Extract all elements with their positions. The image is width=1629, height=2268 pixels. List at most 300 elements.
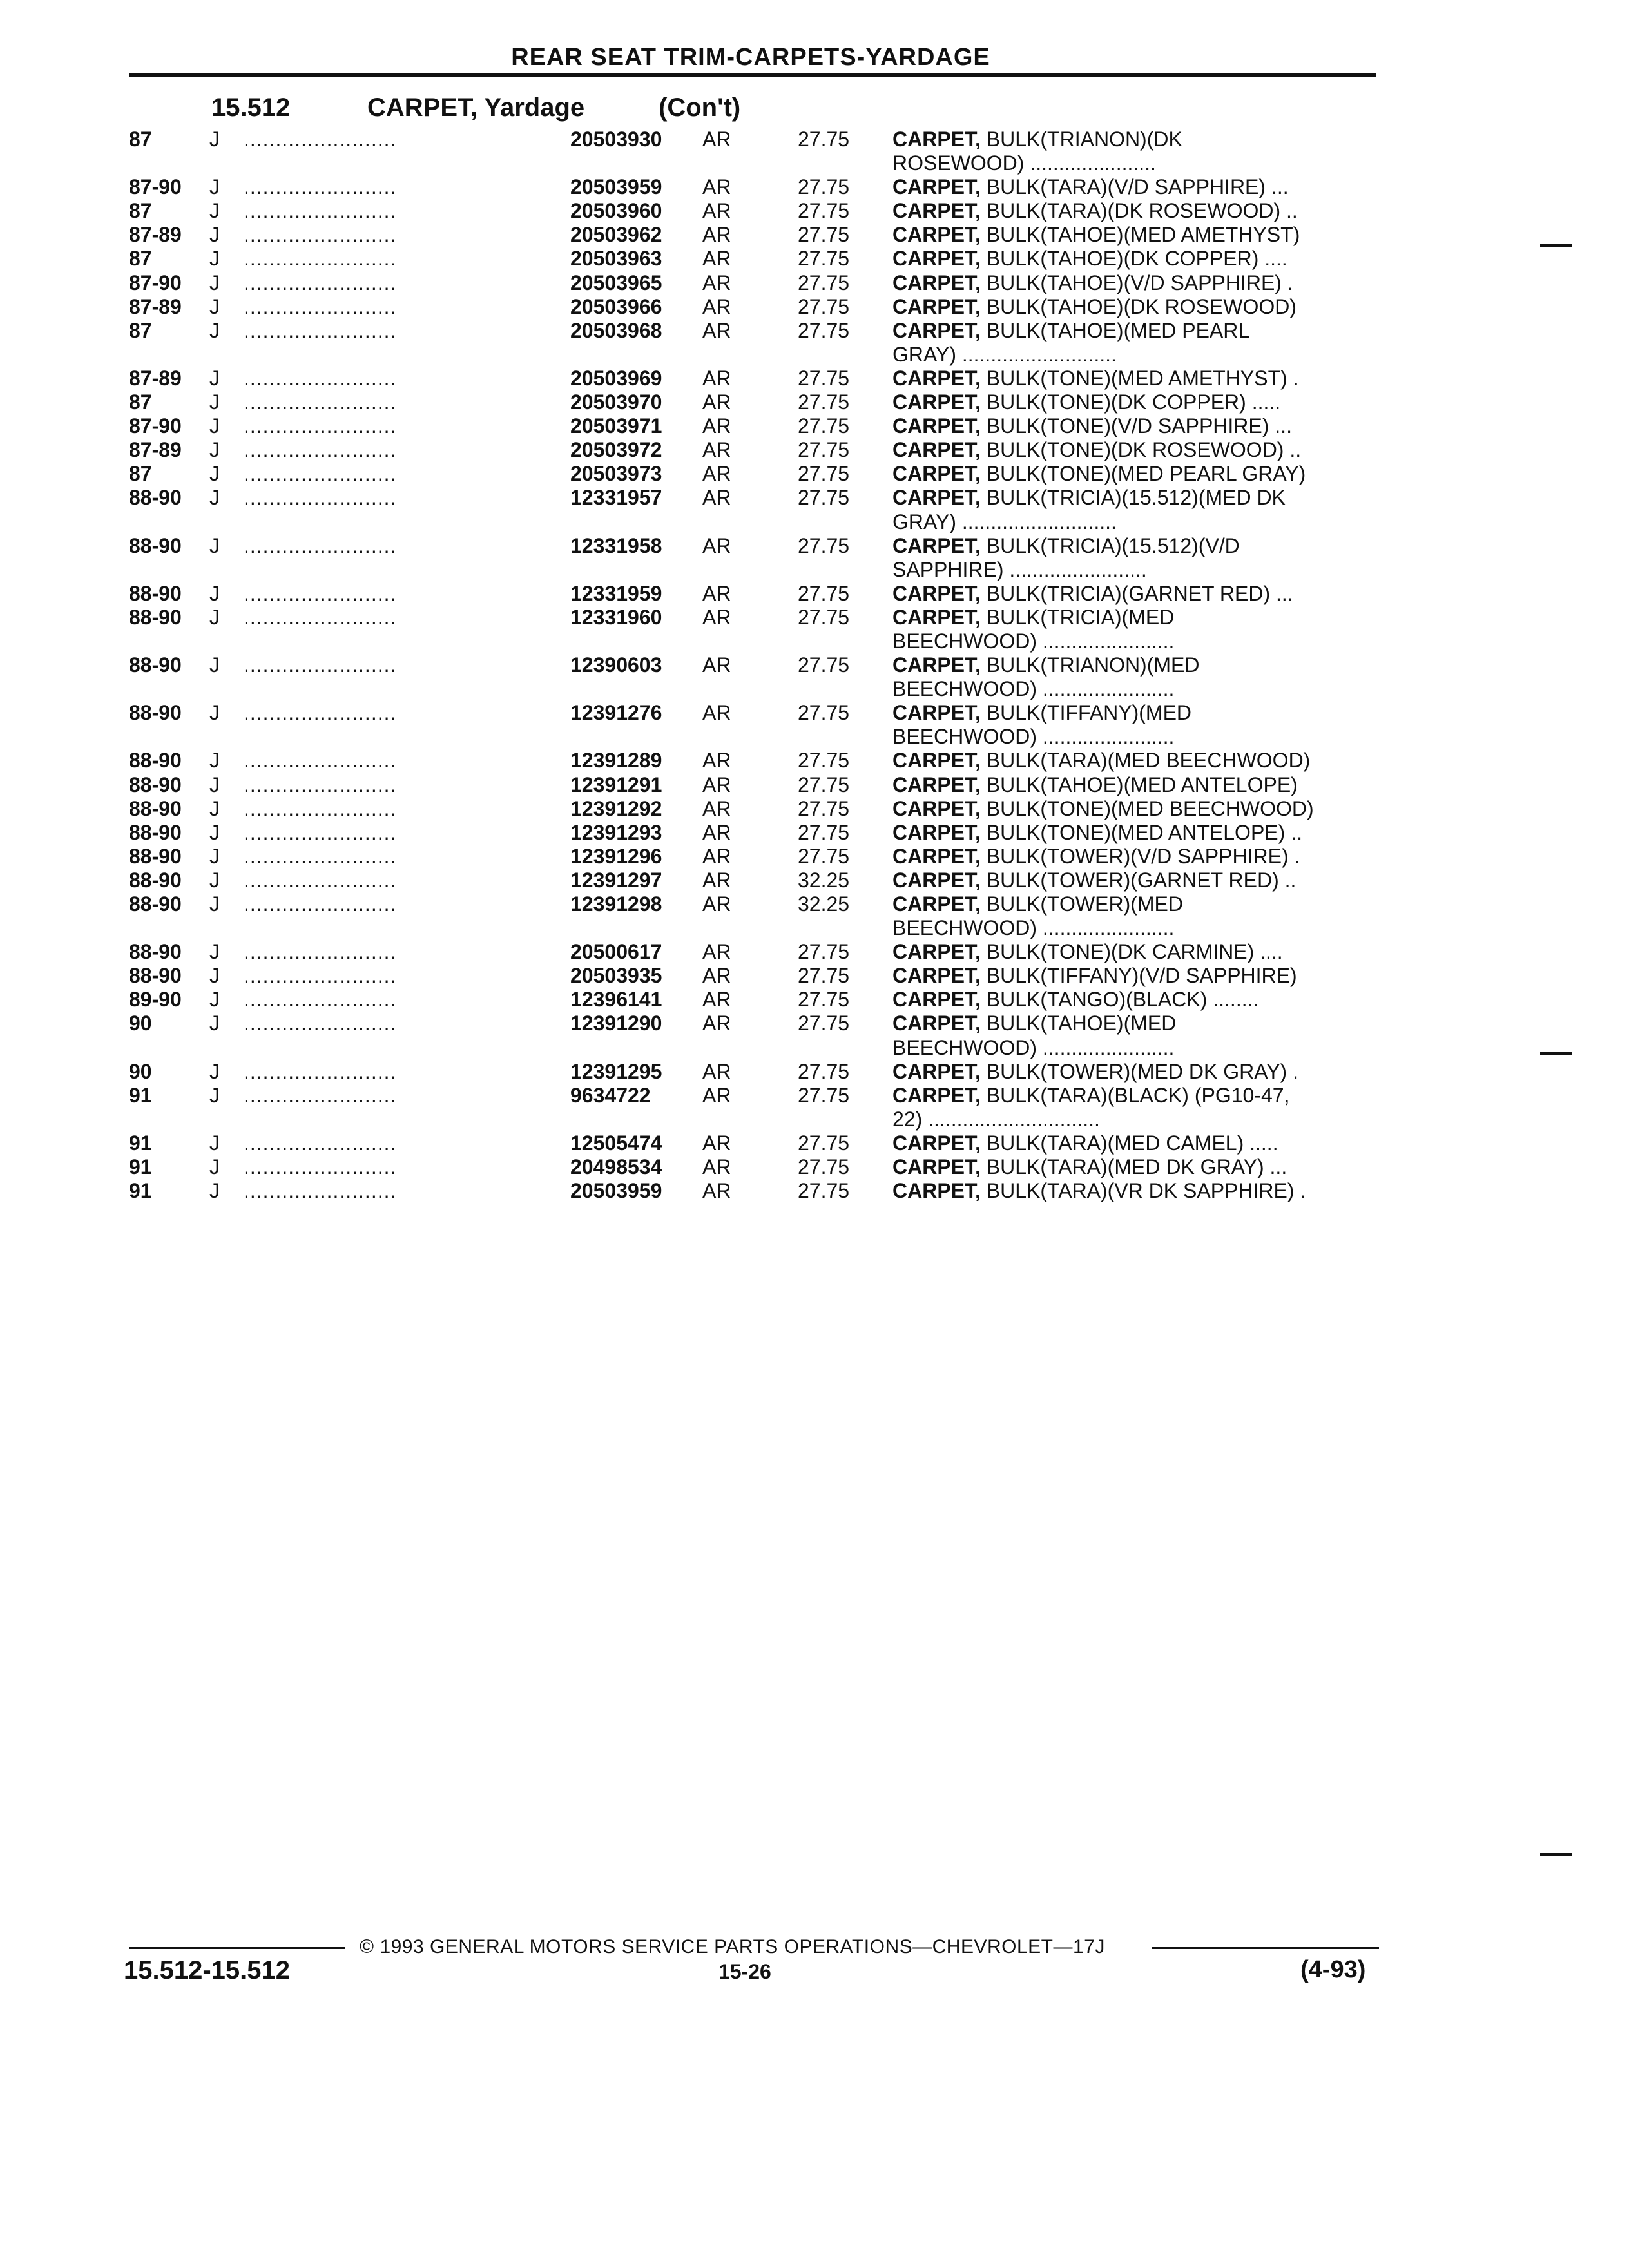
- part-row: [0, 1084, 1629, 1108]
- code-cell: J: [209, 892, 220, 916]
- price-cell: 27.75: [798, 1083, 850, 1107]
- footer-rule-right: [1152, 1947, 1379, 1949]
- part-number-cell: 12391298: [570, 892, 662, 916]
- description-cell: CARPET, BULK(TARA)(BLACK) (PG10-47,: [892, 1083, 1290, 1107]
- code-cell: J: [209, 988, 220, 1012]
- continuation-row: [0, 1108, 1629, 1131]
- leader-dots: ........................: [244, 581, 397, 605]
- year-cell: 87: [129, 462, 152, 486]
- part-row: [0, 199, 1629, 223]
- part-row: [0, 223, 1629, 247]
- part-number-cell: 9634722: [570, 1083, 651, 1107]
- code-cell: J: [209, 390, 220, 414]
- quantity-cell: AR: [702, 1083, 731, 1107]
- quantity-cell: AR: [702, 486, 731, 510]
- year-cell: 88-90: [129, 533, 182, 557]
- price-cell: 27.75: [798, 701, 850, 725]
- description-cell: CARPET, BULK(TIFFANY)(V/D SAPPHIRE): [892, 964, 1297, 988]
- page-title: REAR SEAT TRIM-CARPETS-YARDAGE: [511, 44, 990, 71]
- continuation-row: [0, 343, 1629, 367]
- part-number-cell: 20503962: [570, 223, 662, 247]
- description-cell: CARPET, BULK(TONE)(DK COPPER) .....: [892, 390, 1281, 414]
- year-cell: 88-90: [129, 486, 182, 510]
- price-cell: 27.75: [798, 438, 850, 462]
- year-cell: 88-90: [129, 653, 182, 677]
- year-cell: 87: [129, 128, 152, 151]
- price-cell: 27.75: [798, 1131, 850, 1155]
- code-cell: J: [209, 1179, 220, 1203]
- year-cell: 87-90: [129, 414, 182, 438]
- code-cell: J: [209, 773, 220, 796]
- quantity-cell: AR: [702, 390, 731, 414]
- price-cell: 27.75: [798, 1059, 850, 1083]
- code-cell: J: [209, 533, 220, 557]
- quantity-cell: AR: [702, 605, 731, 629]
- price-cell: 27.75: [798, 462, 850, 486]
- section-continued: (Con't): [659, 93, 741, 122]
- part-row: [0, 845, 1629, 869]
- year-cell: 88-90: [129, 605, 182, 629]
- part-number-cell: 12331960: [570, 605, 662, 629]
- part-number-cell: 12331958: [570, 533, 662, 557]
- year-cell: 88-90: [129, 868, 182, 892]
- price-cell: 27.75: [798, 533, 850, 557]
- part-row: [0, 414, 1629, 438]
- leader-dots: ........................: [244, 605, 397, 629]
- year-cell: 87: [129, 199, 152, 223]
- part-number-cell: 12391289: [570, 749, 662, 773]
- year-cell: 87-90: [129, 271, 182, 294]
- price-cell: 27.75: [798, 175, 850, 199]
- quantity-cell: AR: [702, 414, 731, 438]
- description-cell: CARPET, BULK(TONE)(V/D SAPPHIRE) ...: [892, 414, 1292, 438]
- code-cell: J: [209, 1012, 220, 1035]
- margin-tick: [1540, 1052, 1572, 1055]
- part-row: [0, 247, 1629, 271]
- leader-dots: ........................: [244, 533, 397, 557]
- part-row: [0, 940, 1629, 964]
- part-row: [0, 438, 1629, 462]
- section-name: CARPET, Yardage: [367, 93, 585, 122]
- leader-dots: ........................: [244, 796, 397, 820]
- part-number-cell: 12391292: [570, 796, 662, 820]
- year-cell: 87-89: [129, 438, 182, 462]
- price-cell: 27.75: [798, 414, 850, 438]
- price-cell: 32.25: [798, 892, 850, 916]
- footer-page-number: 15-26: [718, 1960, 771, 1983]
- year-cell: 87: [129, 247, 152, 271]
- leader-dots: ........................: [244, 892, 397, 916]
- part-row: [0, 1012, 1629, 1035]
- quantity-cell: AR: [702, 796, 731, 820]
- code-cell: J: [209, 175, 220, 199]
- price-cell: 27.75: [798, 1179, 850, 1203]
- code-cell: J: [209, 868, 220, 892]
- price-cell: 27.75: [798, 988, 850, 1012]
- year-cell: 90: [129, 1012, 152, 1035]
- quantity-cell: AR: [702, 773, 731, 796]
- description-cell: CARPET, BULK(TARA)(V/D SAPPHIRE) ...: [892, 175, 1289, 199]
- part-row: [0, 821, 1629, 845]
- leader-dots: ........................: [244, 1155, 397, 1179]
- title-rule: [129, 73, 1376, 77]
- quantity-cell: AR: [702, 294, 731, 318]
- description-cell: CARPET, BULK(TAHOE)(MED: [892, 1012, 1177, 1035]
- code-cell: J: [209, 940, 220, 964]
- description-cell: CARPET, BULK(TAHOE)(MED AMETHYST): [892, 223, 1300, 247]
- part-number-cell: 12390603: [570, 653, 662, 677]
- description-cell: CARPET, BULK(TONE)(MED AMETHYST) .: [892, 366, 1299, 390]
- year-cell: 91: [129, 1155, 152, 1179]
- price-cell: 27.75: [798, 223, 850, 247]
- description-cell: CARPET, BULK(TANGO)(BLACK) ........: [892, 988, 1259, 1012]
- code-cell: J: [209, 294, 220, 318]
- price-cell: 27.75: [798, 1012, 850, 1035]
- description-cell: GRAY) ...........................: [892, 510, 1117, 533]
- quantity-cell: AR: [702, 964, 731, 988]
- leader-dots: ........................: [244, 773, 397, 796]
- code-cell: J: [209, 653, 220, 677]
- leader-dots: ........................: [244, 701, 397, 725]
- quantity-cell: AR: [702, 175, 731, 199]
- continuation-row: [0, 677, 1629, 701]
- quantity-cell: AR: [702, 199, 731, 223]
- price-cell: 27.75: [798, 247, 850, 271]
- part-row: [0, 1155, 1629, 1179]
- price-cell: 27.75: [798, 294, 850, 318]
- price-cell: 27.75: [798, 653, 850, 677]
- part-row: [0, 773, 1629, 797]
- part-row: [0, 295, 1629, 319]
- part-row: [0, 128, 1629, 151]
- description-cell: CARPET, BULK(TAHOE)(MED ANTELOPE): [892, 773, 1298, 796]
- year-cell: 91: [129, 1083, 152, 1107]
- part-number-cell: 12331957: [570, 486, 662, 510]
- continuation-row: [0, 151, 1629, 175]
- code-cell: J: [209, 605, 220, 629]
- part-number-cell: 12505474: [570, 1131, 662, 1155]
- description-cell: CARPET, BULK(TARA)(MED BEECHWOOD): [892, 749, 1311, 773]
- leader-dots: ........................: [244, 462, 397, 486]
- part-row: [0, 390, 1629, 414]
- leader-dots: ........................: [244, 175, 397, 199]
- continuation-row: [0, 1036, 1629, 1060]
- part-number-cell: 20503969: [570, 366, 662, 390]
- description-cell: CARPET, BULK(TOWER)(MED: [892, 892, 1183, 916]
- leader-dots: ........................: [244, 128, 397, 151]
- footer-copyright: © 1993 GENERAL MOTORS SERVICE PARTS OPERATIONS—CHEVROLET—17J: [360, 1936, 1105, 1957]
- part-row: [0, 367, 1629, 390]
- quantity-cell: AR: [702, 868, 731, 892]
- description-cell: ROSEWOOD) ......................: [892, 151, 1156, 175]
- leader-dots: ........................: [244, 438, 397, 462]
- part-number-cell: 20498534: [570, 1155, 662, 1179]
- margin-tick: [1540, 244, 1572, 247]
- footer-section-range: 15.512-15.512: [124, 1956, 291, 1984]
- part-number-cell: 20503971: [570, 414, 662, 438]
- description-cell: CARPET, BULK(TRICIA)(15.512)(MED DK: [892, 486, 1286, 510]
- leader-dots: ........................: [244, 294, 397, 318]
- leader-dots: ........................: [244, 414, 397, 438]
- code-cell: J: [209, 796, 220, 820]
- continuation-row: [0, 510, 1629, 534]
- part-row: [0, 1131, 1629, 1155]
- leader-dots: ........................: [244, 1131, 397, 1155]
- year-cell: 87-90: [129, 175, 182, 199]
- part-row: [0, 988, 1629, 1012]
- description-cell: CARPET, BULK(TONE)(MED BEECHWOOD): [892, 796, 1314, 820]
- quantity-cell: AR: [702, 940, 731, 964]
- description-cell: CARPET, BULK(TOWER)(GARNET RED) ..: [892, 868, 1296, 892]
- description-cell: GRAY) ...........................: [892, 342, 1117, 366]
- price-cell: 27.75: [798, 844, 850, 868]
- price-cell: 27.75: [798, 940, 850, 964]
- part-row: [0, 462, 1629, 486]
- leader-dots: ........................: [244, 1012, 397, 1035]
- description-cell: CARPET, BULK(TAHOE)(MED PEARL: [892, 318, 1250, 342]
- part-row: [0, 486, 1629, 510]
- quantity-cell: AR: [702, 844, 731, 868]
- code-cell: J: [209, 1155, 220, 1179]
- quantity-cell: AR: [702, 438, 731, 462]
- part-row: [0, 869, 1629, 892]
- quantity-cell: AR: [702, 988, 731, 1012]
- price-cell: 32.25: [798, 868, 850, 892]
- code-cell: J: [209, 318, 220, 342]
- leader-dots: ........................: [244, 366, 397, 390]
- part-row: [0, 892, 1629, 916]
- part-number-cell: 20503970: [570, 390, 662, 414]
- part-row: [0, 797, 1629, 821]
- quantity-cell: AR: [702, 581, 731, 605]
- price-cell: 27.75: [798, 820, 850, 844]
- description-cell: BEECHWOOD) .......................: [892, 677, 1175, 701]
- quantity-cell: AR: [702, 128, 731, 151]
- year-cell: 91: [129, 1131, 152, 1155]
- year-cell: 87-89: [129, 223, 182, 247]
- code-cell: J: [209, 1083, 220, 1107]
- leader-dots: ........................: [244, 653, 397, 677]
- code-cell: J: [209, 223, 220, 247]
- code-cell: J: [209, 271, 220, 294]
- year-cell: 88-90: [129, 940, 182, 964]
- quantity-cell: AR: [702, 1012, 731, 1035]
- year-cell: 88-90: [129, 844, 182, 868]
- part-number-cell: 20503972: [570, 438, 662, 462]
- price-cell: 27.75: [798, 271, 850, 294]
- code-cell: J: [209, 462, 220, 486]
- price-cell: 27.75: [798, 390, 850, 414]
- quantity-cell: AR: [702, 223, 731, 247]
- code-cell: J: [209, 199, 220, 223]
- description-cell: CARPET, BULK(TONE)(MED ANTELOPE) ..: [892, 820, 1302, 844]
- quantity-cell: AR: [702, 1179, 731, 1203]
- year-cell: 90: [129, 1059, 152, 1083]
- description-cell: CARPET, BULK(TRICIA)(MED: [892, 605, 1175, 629]
- description-cell: BEECHWOOD) .......................: [892, 629, 1175, 653]
- description-cell: CARPET, BULK(TRICIA)(15.512)(V/D: [892, 533, 1240, 557]
- part-number-cell: 20500617: [570, 940, 662, 964]
- part-row: [0, 582, 1629, 606]
- leader-dots: ........................: [244, 1179, 397, 1203]
- quantity-cell: AR: [702, 271, 731, 294]
- leader-dots: ........................: [244, 199, 397, 223]
- quantity-cell: AR: [702, 653, 731, 677]
- part-number-cell: 12391291: [570, 773, 662, 796]
- part-row: [0, 653, 1629, 677]
- code-cell: J: [209, 414, 220, 438]
- part-row: [0, 606, 1629, 629]
- description-cell: CARPET, BULK(TRICIA)(GARNET RED) ...: [892, 581, 1293, 605]
- description-cell: BEECHWOOD) .......................: [892, 725, 1175, 749]
- margin-tick: [1540, 1853, 1572, 1856]
- code-cell: J: [209, 820, 220, 844]
- part-number-cell: 20503935: [570, 964, 662, 988]
- year-cell: 88-90: [129, 892, 182, 916]
- part-row: [0, 319, 1629, 343]
- leader-dots: ........................: [244, 318, 397, 342]
- year-cell: 88-90: [129, 581, 182, 605]
- part-number-cell: 20503965: [570, 271, 662, 294]
- description-cell: CARPET, BULK(TAHOE)(DK ROSEWOOD): [892, 294, 1296, 318]
- price-cell: 27.75: [798, 199, 850, 223]
- parts-list: [0, 128, 1629, 1203]
- part-number-cell: 12391293: [570, 820, 662, 844]
- year-cell: 88-90: [129, 964, 182, 988]
- year-cell: 88-90: [129, 701, 182, 725]
- part-number-cell: 20503959: [570, 1179, 662, 1203]
- code-cell: J: [209, 247, 220, 271]
- description-cell: CARPET, BULK(TARA)(VR DK SAPPHIRE) .: [892, 1179, 1306, 1203]
- price-cell: 27.75: [798, 605, 850, 629]
- leader-dots: ........................: [244, 223, 397, 247]
- quantity-cell: AR: [702, 1059, 731, 1083]
- part-row: [0, 701, 1629, 725]
- price-cell: 27.75: [798, 581, 850, 605]
- code-cell: J: [209, 964, 220, 988]
- year-cell: 87-89: [129, 294, 182, 318]
- continuation-row: [0, 558, 1629, 582]
- part-number-cell: 20503960: [570, 199, 662, 223]
- leader-dots: ........................: [244, 844, 397, 868]
- price-cell: 27.75: [798, 964, 850, 988]
- year-cell: 88-90: [129, 820, 182, 844]
- part-row: [0, 749, 1629, 773]
- continuation-row: [0, 725, 1629, 749]
- description-cell: CARPET, BULK(TARA)(MED DK GRAY) ...: [892, 1155, 1287, 1179]
- description-cell: SAPPHIRE) ........................: [892, 557, 1147, 581]
- price-cell: 27.75: [798, 486, 850, 510]
- year-cell: 91: [129, 1179, 152, 1203]
- code-cell: J: [209, 486, 220, 510]
- part-row: [0, 175, 1629, 199]
- year-cell: 88-90: [129, 773, 182, 796]
- code-cell: J: [209, 128, 220, 151]
- leader-dots: ........................: [244, 988, 397, 1012]
- leader-dots: ........................: [244, 749, 397, 773]
- quantity-cell: AR: [702, 892, 731, 916]
- leader-dots: ........................: [244, 868, 397, 892]
- part-row: [0, 271, 1629, 295]
- code-cell: J: [209, 581, 220, 605]
- description-cell: CARPET, BULK(TONE)(DK ROSEWOOD) ..: [892, 438, 1302, 462]
- quantity-cell: AR: [702, 820, 731, 844]
- quantity-cell: AR: [702, 749, 731, 773]
- part-row: [0, 1179, 1629, 1203]
- quantity-cell: AR: [702, 701, 731, 725]
- description-cell: BEECHWOOD) .......................: [892, 1035, 1175, 1059]
- description-cell: CARPET, BULK(TRIANON)(MED: [892, 653, 1200, 677]
- quantity-cell: AR: [702, 1131, 731, 1155]
- quantity-cell: AR: [702, 247, 731, 271]
- part-number-cell: 20503968: [570, 318, 662, 342]
- code-cell: J: [209, 1131, 220, 1155]
- year-cell: 87: [129, 390, 152, 414]
- part-number-cell: 12391295: [570, 1059, 662, 1083]
- part-number-cell: 20503973: [570, 462, 662, 486]
- part-number-cell: 12391297: [570, 868, 662, 892]
- leader-dots: ........................: [244, 271, 397, 294]
- part-number-cell: 20503959: [570, 175, 662, 199]
- description-cell: CARPET, BULK(TONE)(MED PEARL GRAY): [892, 462, 1306, 486]
- description-cell: BEECHWOOD) .......................: [892, 916, 1175, 940]
- part-row: [0, 964, 1629, 988]
- continuation-row: [0, 916, 1629, 940]
- description-cell: CARPET, BULK(TRIANON)(DK: [892, 128, 1182, 151]
- part-number-cell: 12391276: [570, 701, 662, 725]
- price-cell: 27.75: [798, 318, 850, 342]
- part-number-cell: 20503930: [570, 128, 662, 151]
- description-cell: CARPET, BULK(TAHOE)(V/D SAPPHIRE) .: [892, 271, 1293, 294]
- code-cell: J: [209, 701, 220, 725]
- part-row: [0, 1060, 1629, 1084]
- quantity-cell: AR: [702, 318, 731, 342]
- description-cell: CARPET, BULK(TAHOE)(DK COPPER) ....: [892, 247, 1287, 271]
- price-cell: 27.75: [798, 366, 850, 390]
- quantity-cell: AR: [702, 533, 731, 557]
- quantity-cell: AR: [702, 462, 731, 486]
- description-cell: CARPET, BULK(TONE)(DK CARMINE) ....: [892, 940, 1283, 964]
- year-cell: 87: [129, 318, 152, 342]
- code-cell: J: [209, 844, 220, 868]
- price-cell: 27.75: [798, 128, 850, 151]
- footer-date: (4-93): [1300, 1956, 1366, 1983]
- code-cell: J: [209, 1059, 220, 1083]
- year-cell: 88-90: [129, 749, 182, 773]
- leader-dots: ........................: [244, 964, 397, 988]
- footer-rule-left: [129, 1947, 345, 1949]
- leader-dots: ........................: [244, 940, 397, 964]
- quantity-cell: AR: [702, 1155, 731, 1179]
- description-cell: CARPET, BULK(TARA)(DK ROSEWOOD) ..: [892, 199, 1298, 223]
- description-cell: CARPET, BULK(TOWER)(MED DK GRAY) .: [892, 1059, 1298, 1083]
- leader-dots: ........................: [244, 820, 397, 844]
- part-number-cell: 12391296: [570, 844, 662, 868]
- code-cell: J: [209, 366, 220, 390]
- description-cell: 22) ..............................: [892, 1107, 1100, 1131]
- part-number-cell: 12396141: [570, 988, 662, 1012]
- leader-dots: ........................: [244, 390, 397, 414]
- part-number-cell: 20503963: [570, 247, 662, 271]
- leader-dots: ........................: [244, 1059, 397, 1083]
- year-cell: 88-90: [129, 796, 182, 820]
- part-row: [0, 534, 1629, 558]
- leader-dots: ........................: [244, 247, 397, 271]
- price-cell: 27.75: [798, 749, 850, 773]
- part-number-cell: 12391290: [570, 1012, 662, 1035]
- description-cell: CARPET, BULK(TIFFANY)(MED: [892, 701, 1192, 725]
- continuation-row: [0, 629, 1629, 653]
